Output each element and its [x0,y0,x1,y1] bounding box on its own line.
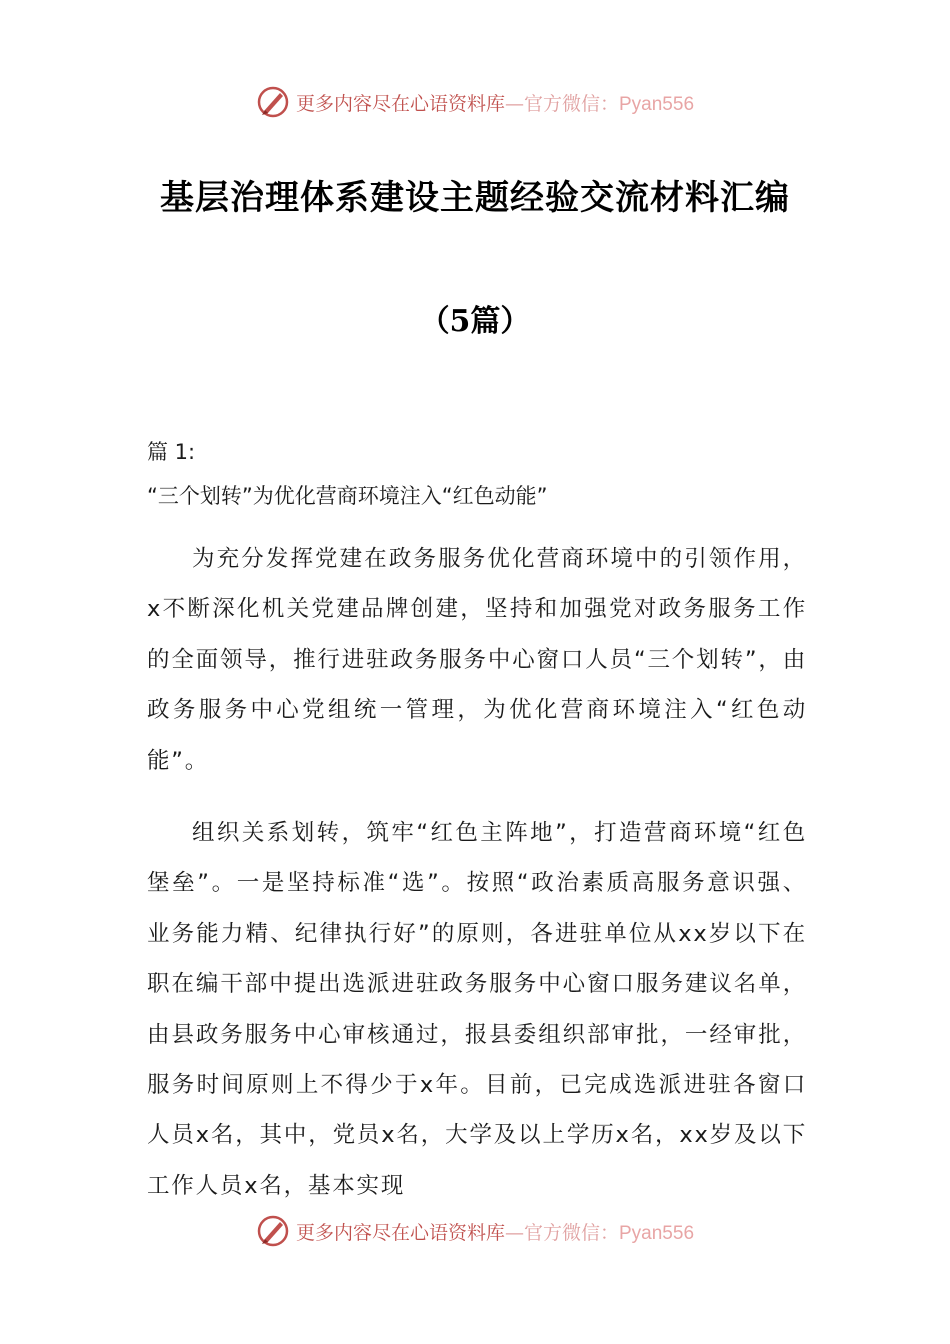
document-subtitle: （5篇） [419,304,531,339]
paragraph: 为充分发挥党建在政务服务优化营商环境中的引领作用，x不断深化机关党建品牌创建，坚持和加强党对政务服务工作的全面领导，推行进驻政务服务中心窗口人员“三个划转”，由政务服务中心党组统一管理，为优化营商环境注入“红色动能”。 [147,546,807,774]
watermark-banner-bottom [0,1211,950,1251]
watermark-text: 更多内容尽在心语资料库—官方微信：Pyan556 [295,1221,695,1244]
section-label: 篇 1: [147,440,196,464]
watermark-banner-top [0,82,950,122]
pen-logo-icon [256,1214,290,1248]
document-body [147,436,807,1233]
paragraph: 组织关系划转，筑牢“红色主阵地”，打造营商环境“红色堡垒”。一是坚持标准“选”。按照“政治素质高服务意识强、业务能力精、纪律执行好”的原则，各进驻单位从xx岁以下在职在编干部中提出选派进驻政务服务中心窗口服务建议名单，由县政务服务中心审核通过，报县委组织部审批，一经审批，服务时间原则上不得少于x年。目前，已完成选派进驻各窗口人员x名，其中，党员x名，大学及以上学历x名，xx岁及以下工作人员x名，基本实现 [147,820,807,1199]
section-heading: “三个划转”为优化营商环境注入“红色动能” [147,484,548,508]
pen-logo-icon [256,85,290,119]
watermark-text: 更多内容尽在心语资料库—官方微信：Pyan556 [295,92,695,115]
document-title: 基层治理体系建设主题经验交流材料汇编 [160,178,790,218]
